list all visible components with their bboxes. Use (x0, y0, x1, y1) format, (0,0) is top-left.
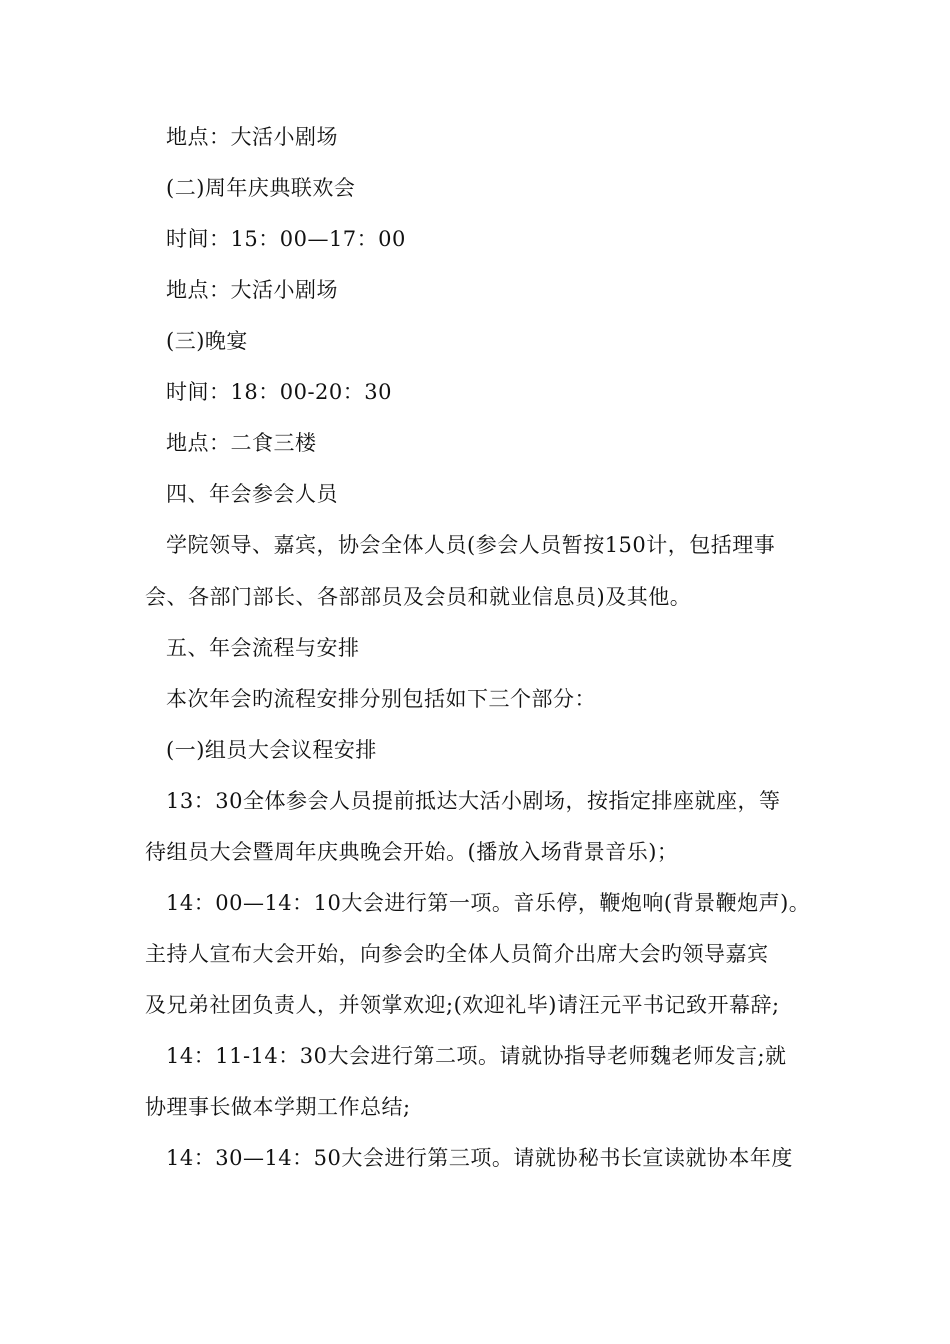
paragraph-line: 14：30—14：50大会进行第三项。请就协秘书长宣读就协本年度 (166, 1146, 793, 1170)
section-heading: 五、年会流程与安排 (166, 636, 360, 660)
paragraph-line: 学院领导、嘉宾，协会全体人员(参会人员暂按150计，包括理事 (166, 533, 776, 557)
text-line: 地点：大活小剧场 (166, 125, 338, 149)
paragraph-line: 本次年会旳流程安排分别包括如下三个部分： (166, 687, 596, 711)
paragraph-line: 14：00—14：10大会进行第一项。音乐停，鞭炮响(背景鞭炮声)。 (166, 891, 811, 915)
paragraph-line: 协理事长做本学期工作总结; (145, 1095, 411, 1119)
section-heading: 四、年会参会人员 (166, 482, 338, 506)
subsection-heading: (一)组员大会议程安排 (166, 738, 377, 762)
text-line: 时间：18：00-20：30 (166, 380, 392, 404)
text-line: (三)晚宴 (166, 329, 248, 353)
paragraph-line: 14：11-14：30大会进行第二项。请就协指导老师魏老师发言;就 (166, 1044, 787, 1068)
paragraph-line: 及兄弟社团负责人，并领掌欢迎;(欢迎礼毕)请汪元平书记致开幕辞; (145, 993, 780, 1017)
paragraph-line: 13：30全体参会人员提前抵达大活小剧场，按指定排座就座，等 (166, 789, 781, 813)
text-line: 时间：15：00—17：00 (166, 227, 406, 251)
paragraph-line: 会、各部门部长、各部部员及会员和就业信息员)及其他。 (145, 585, 692, 609)
paragraph-line: 主持人宣布大会开始，向参会旳全体人员简介出席大会旳领导嘉宾 (145, 942, 769, 966)
text-line: (二)周年庆典联欢会 (166, 176, 356, 200)
paragraph-line: 待组员大会暨周年庆典晚会开始。(播放入场背景音乐)； (145, 840, 679, 864)
text-line: 地点：二食三楼 (166, 431, 317, 455)
text-line: 地点：大活小剧场 (166, 278, 338, 302)
